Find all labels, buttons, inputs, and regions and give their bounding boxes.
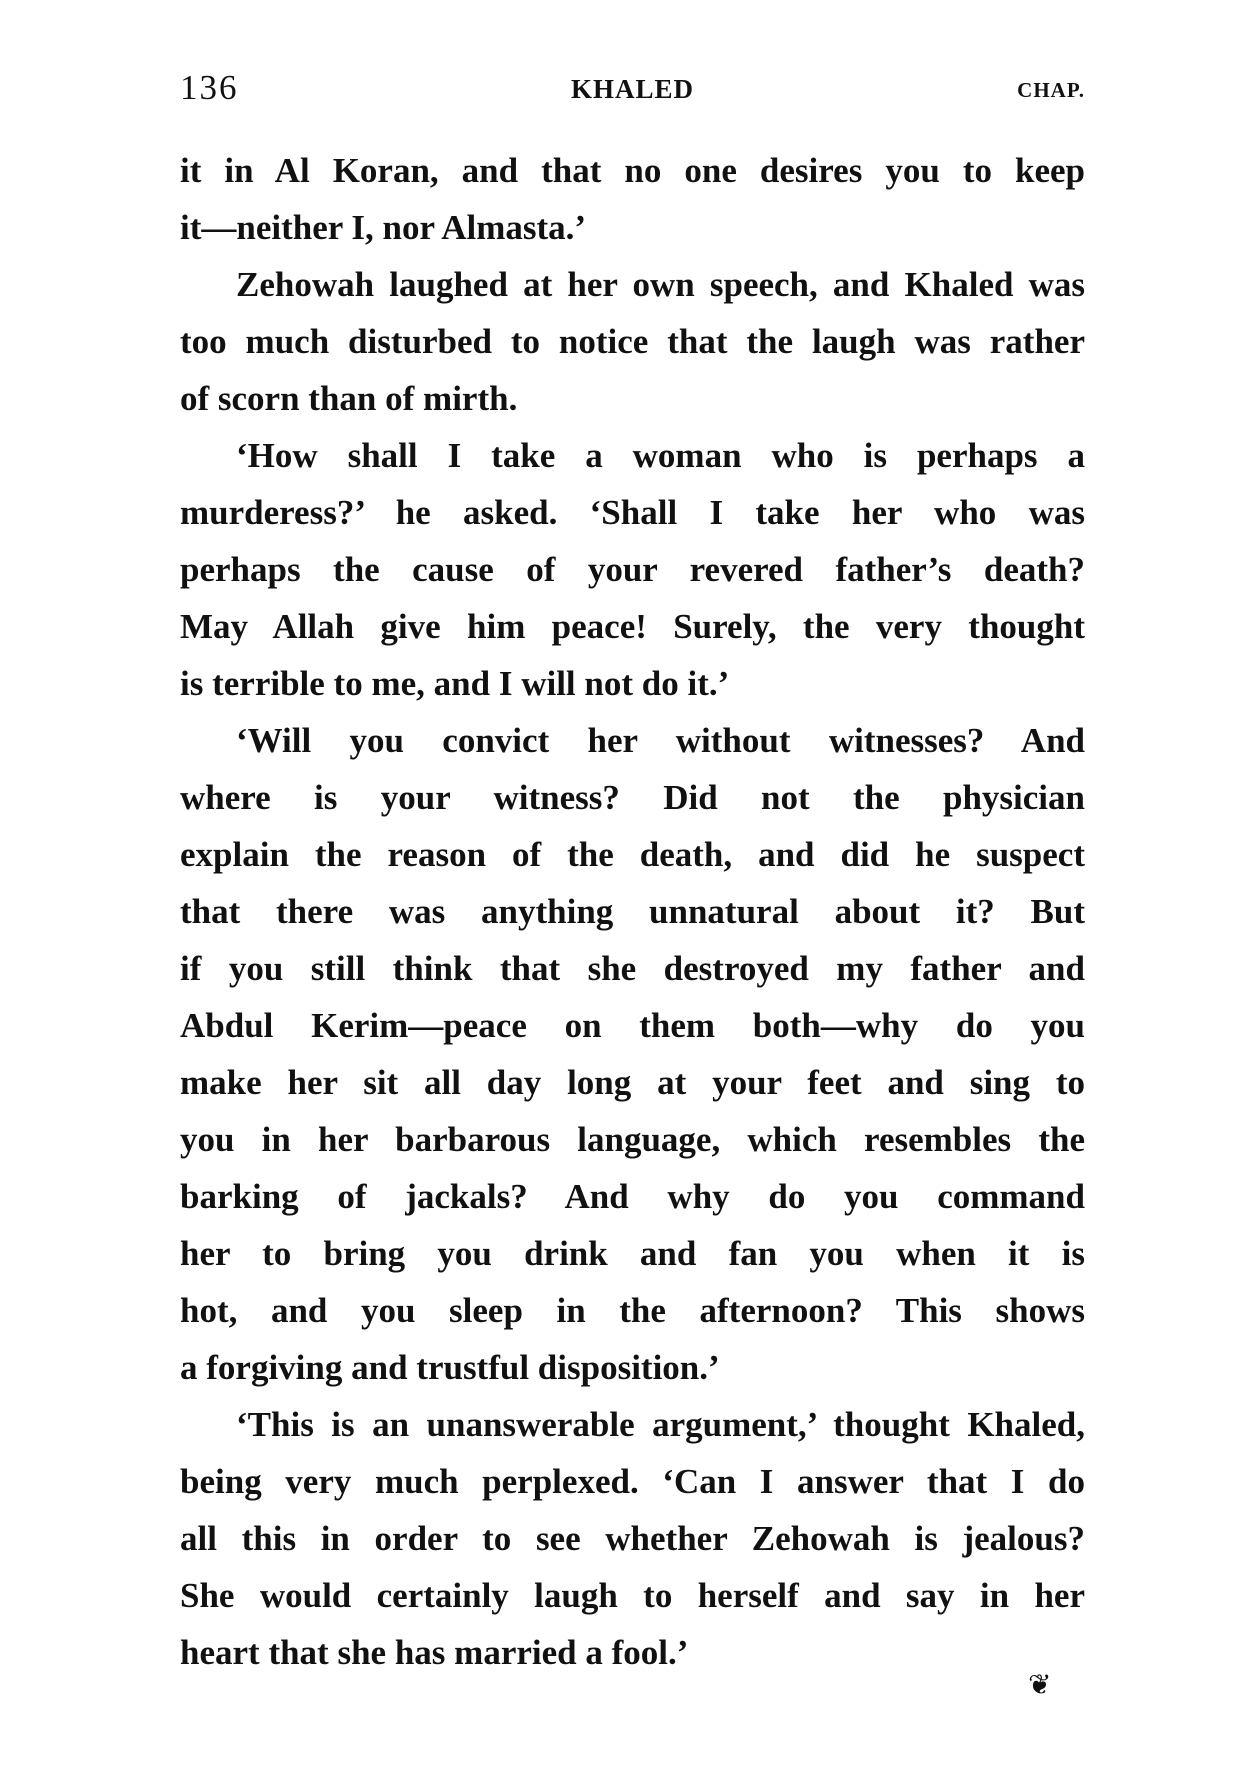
body-text	[180, 142, 1085, 1681]
text-line: Abdul Kerim—peace on them both—why do you	[180, 1006, 1085, 1045]
text-line: is terrible to me, and I will not do it.’	[180, 664, 730, 703]
text-line: it in Al Koran, and that no one desires you to keep	[180, 151, 1085, 190]
text-line: it—neither I, nor Almasta.’	[180, 208, 587, 247]
text-line: ‘This is an unanswerable argument,’ thought Khaled,	[236, 1405, 1085, 1444]
running-head	[180, 68, 1085, 118]
text-line: make her sit all day long at your feet and sing to	[180, 1063, 1085, 1102]
text-line: murderess?’ he asked. ‘Shall I take her who was	[180, 493, 1085, 532]
text-line: explain the reason of the death, and did he suspect	[180, 835, 1085, 874]
text-line: you in her barbarous language, which resembles the	[180, 1120, 1085, 1159]
text-line: too much disturbed to notice that the laugh was rather	[180, 322, 1085, 361]
text-line: barking of jackals? And why do you command	[180, 1177, 1085, 1216]
text-line: ‘How shall I take a woman who is perhaps a	[236, 436, 1085, 475]
text-line: She would certainly laugh to herself and say in her	[180, 1576, 1085, 1615]
text-line: all this in order to see whether Zehowah is jealous?	[180, 1519, 1085, 1558]
text-line: a forgiving and trustful disposition.’	[180, 1348, 720, 1387]
text-line: of scorn than of mirth.	[180, 379, 518, 418]
text-line: if you still think that she destroyed my father and	[180, 949, 1085, 988]
text-line: that there was anything unnatural about it? But	[180, 892, 1085, 931]
text-line: hot, and you sleep in the afternoon? This shows	[180, 1291, 1085, 1330]
running-title: KHALED	[570, 74, 695, 104]
text-line: heart that she has married a fool.’	[180, 1633, 689, 1672]
text-line: her to bring you drink and fan you when it is	[180, 1234, 1085, 1273]
text-line: ‘Will you convict her without witnesses? And	[236, 721, 1085, 760]
ornament-icon: ❦	[1028, 1670, 1052, 1701]
text-line: Zehowah laughed at her own speech, and Khaled was	[236, 265, 1085, 304]
page-number: 136	[180, 68, 239, 107]
text-line: where is your witness? Did not the physician	[180, 778, 1085, 817]
chapter-mark: CHAP.	[1017, 78, 1085, 102]
text-line: being very much perplexed. ‘Can I answer that I do	[180, 1462, 1085, 1501]
text-line: May Allah give him peace! Surely, the very thought	[180, 607, 1085, 646]
text-line: perhaps the cause of your revered father’s death?	[180, 550, 1085, 589]
